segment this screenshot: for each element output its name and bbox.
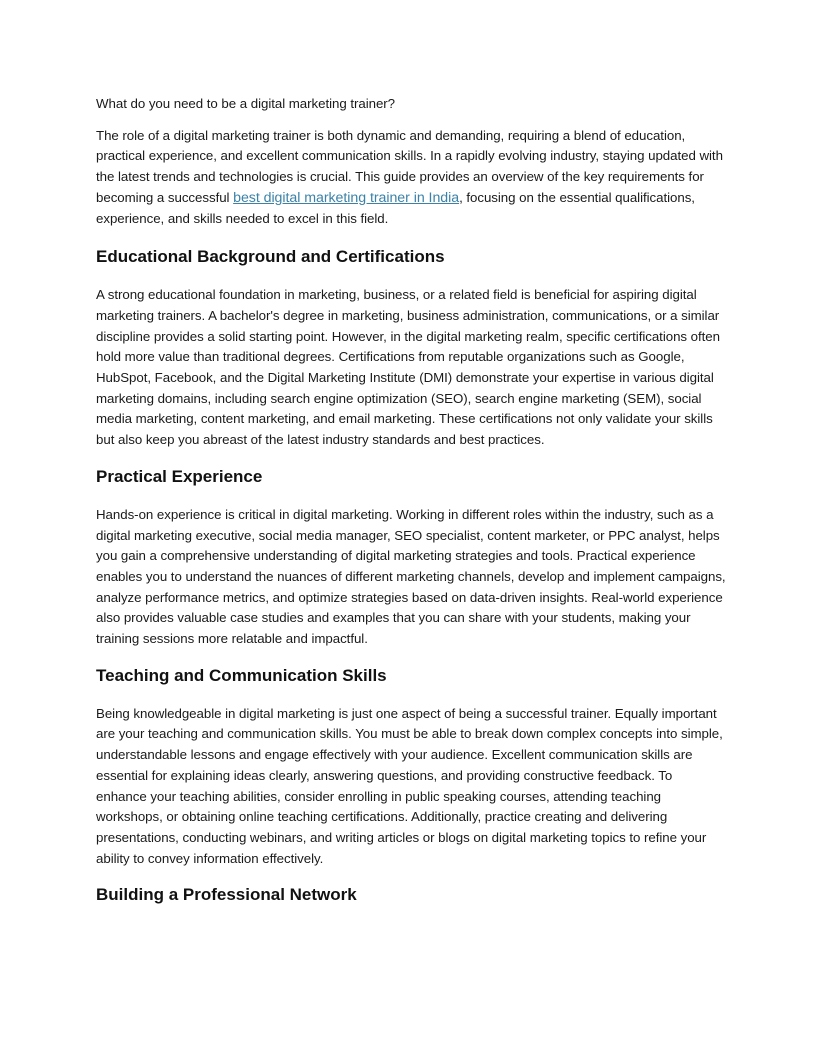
paragraph-teaching-communication: Being knowledgeable in digital marketing is just one aspect of being a successful trainer. Equally important are your teaching and communication skills. You must be able to break down complex concepts into simple, understandable lessons and engage effectively with your audience. Excellent communication skills are essential for explaining ideas clearly, answering questions, and providing constructive feedback. To enhance your teaching abilities, consider enrolling in public speaking courses, attending teaching workshops, or obtaining online teaching certifications. Additionally, practice creating and delivering presentations, conducting webinars, and writing articles or blogs on digital marketing topics to refine your ability to convey information effectively. (96, 705, 723, 866)
trainer-india-link[interactable]: best digital marketing trainer in India (233, 189, 460, 206)
heading-teaching-communication: Teaching and Communication Skills (96, 665, 387, 685)
intro-paragraph (96, 126, 726, 230)
intro-text-before-link: The role of a digital marketing trainer is both dynamic and demanding, requiring a blend of education, practical experience, and excellent communication skills. In a rapidly evolving industry, staying updated with the latest trends and technologies is crucial. This guide provides an overview of the key requirements for becoming a successful (96, 127, 723, 205)
intro-question: What do you need to be a digital marketing trainer? (96, 96, 396, 111)
paragraph-practical-experience: Hands-on experience is critical in digital marketing. Working in different roles within the industry, such as a digital marketing executive, social media manager, SEO specialist, content marketer, or PPC analyst, helps you gain a comprehensive understanding of digital marketing strategies and tools. Practical experience enables you to understand the nuances of different marketing channels, develop and implement campaigns, analyze performance metrics, and optimize strategies based on data-driven insights. Real-world experience also provides valuable case studies and examples that you can share with your students, making your training sessions more relatable and impactful. (96, 506, 726, 647)
heading-professional-network: Building a Professional Network (96, 885, 357, 905)
heading-educational-background: Educational Background and Certifications (96, 247, 445, 267)
paragraph-educational-background: A strong educational foundation in marketing, business, or a related field is beneficial for aspiring digital marketing trainers. A bachelor's degree in marketing, business administration, communications, or a similar discipline provides a solid starting point. However, in the digital marketing realm, specific certifications often hold more value than traditional degrees. Certifications from reputable organizations such as Google, HubSpot, Facebook, and the Digital Marketing Institute (DMI) demonstrate your expertise in various digital marketing domains, including search engine optimization (SEO), search engine marketing (SEM), social media marketing, content marketing, and email marketing. These certifications not only validate your skills but also keep you abreast of the latest industry standards and best practices. (96, 287, 720, 448)
intro-text-after-link: , focusing on the essential qualifications, experience, and skills needed to excel in this field. (96, 189, 695, 226)
heading-practical-experience: Practical Experience (96, 466, 263, 486)
document-page (96, 94, 726, 923)
